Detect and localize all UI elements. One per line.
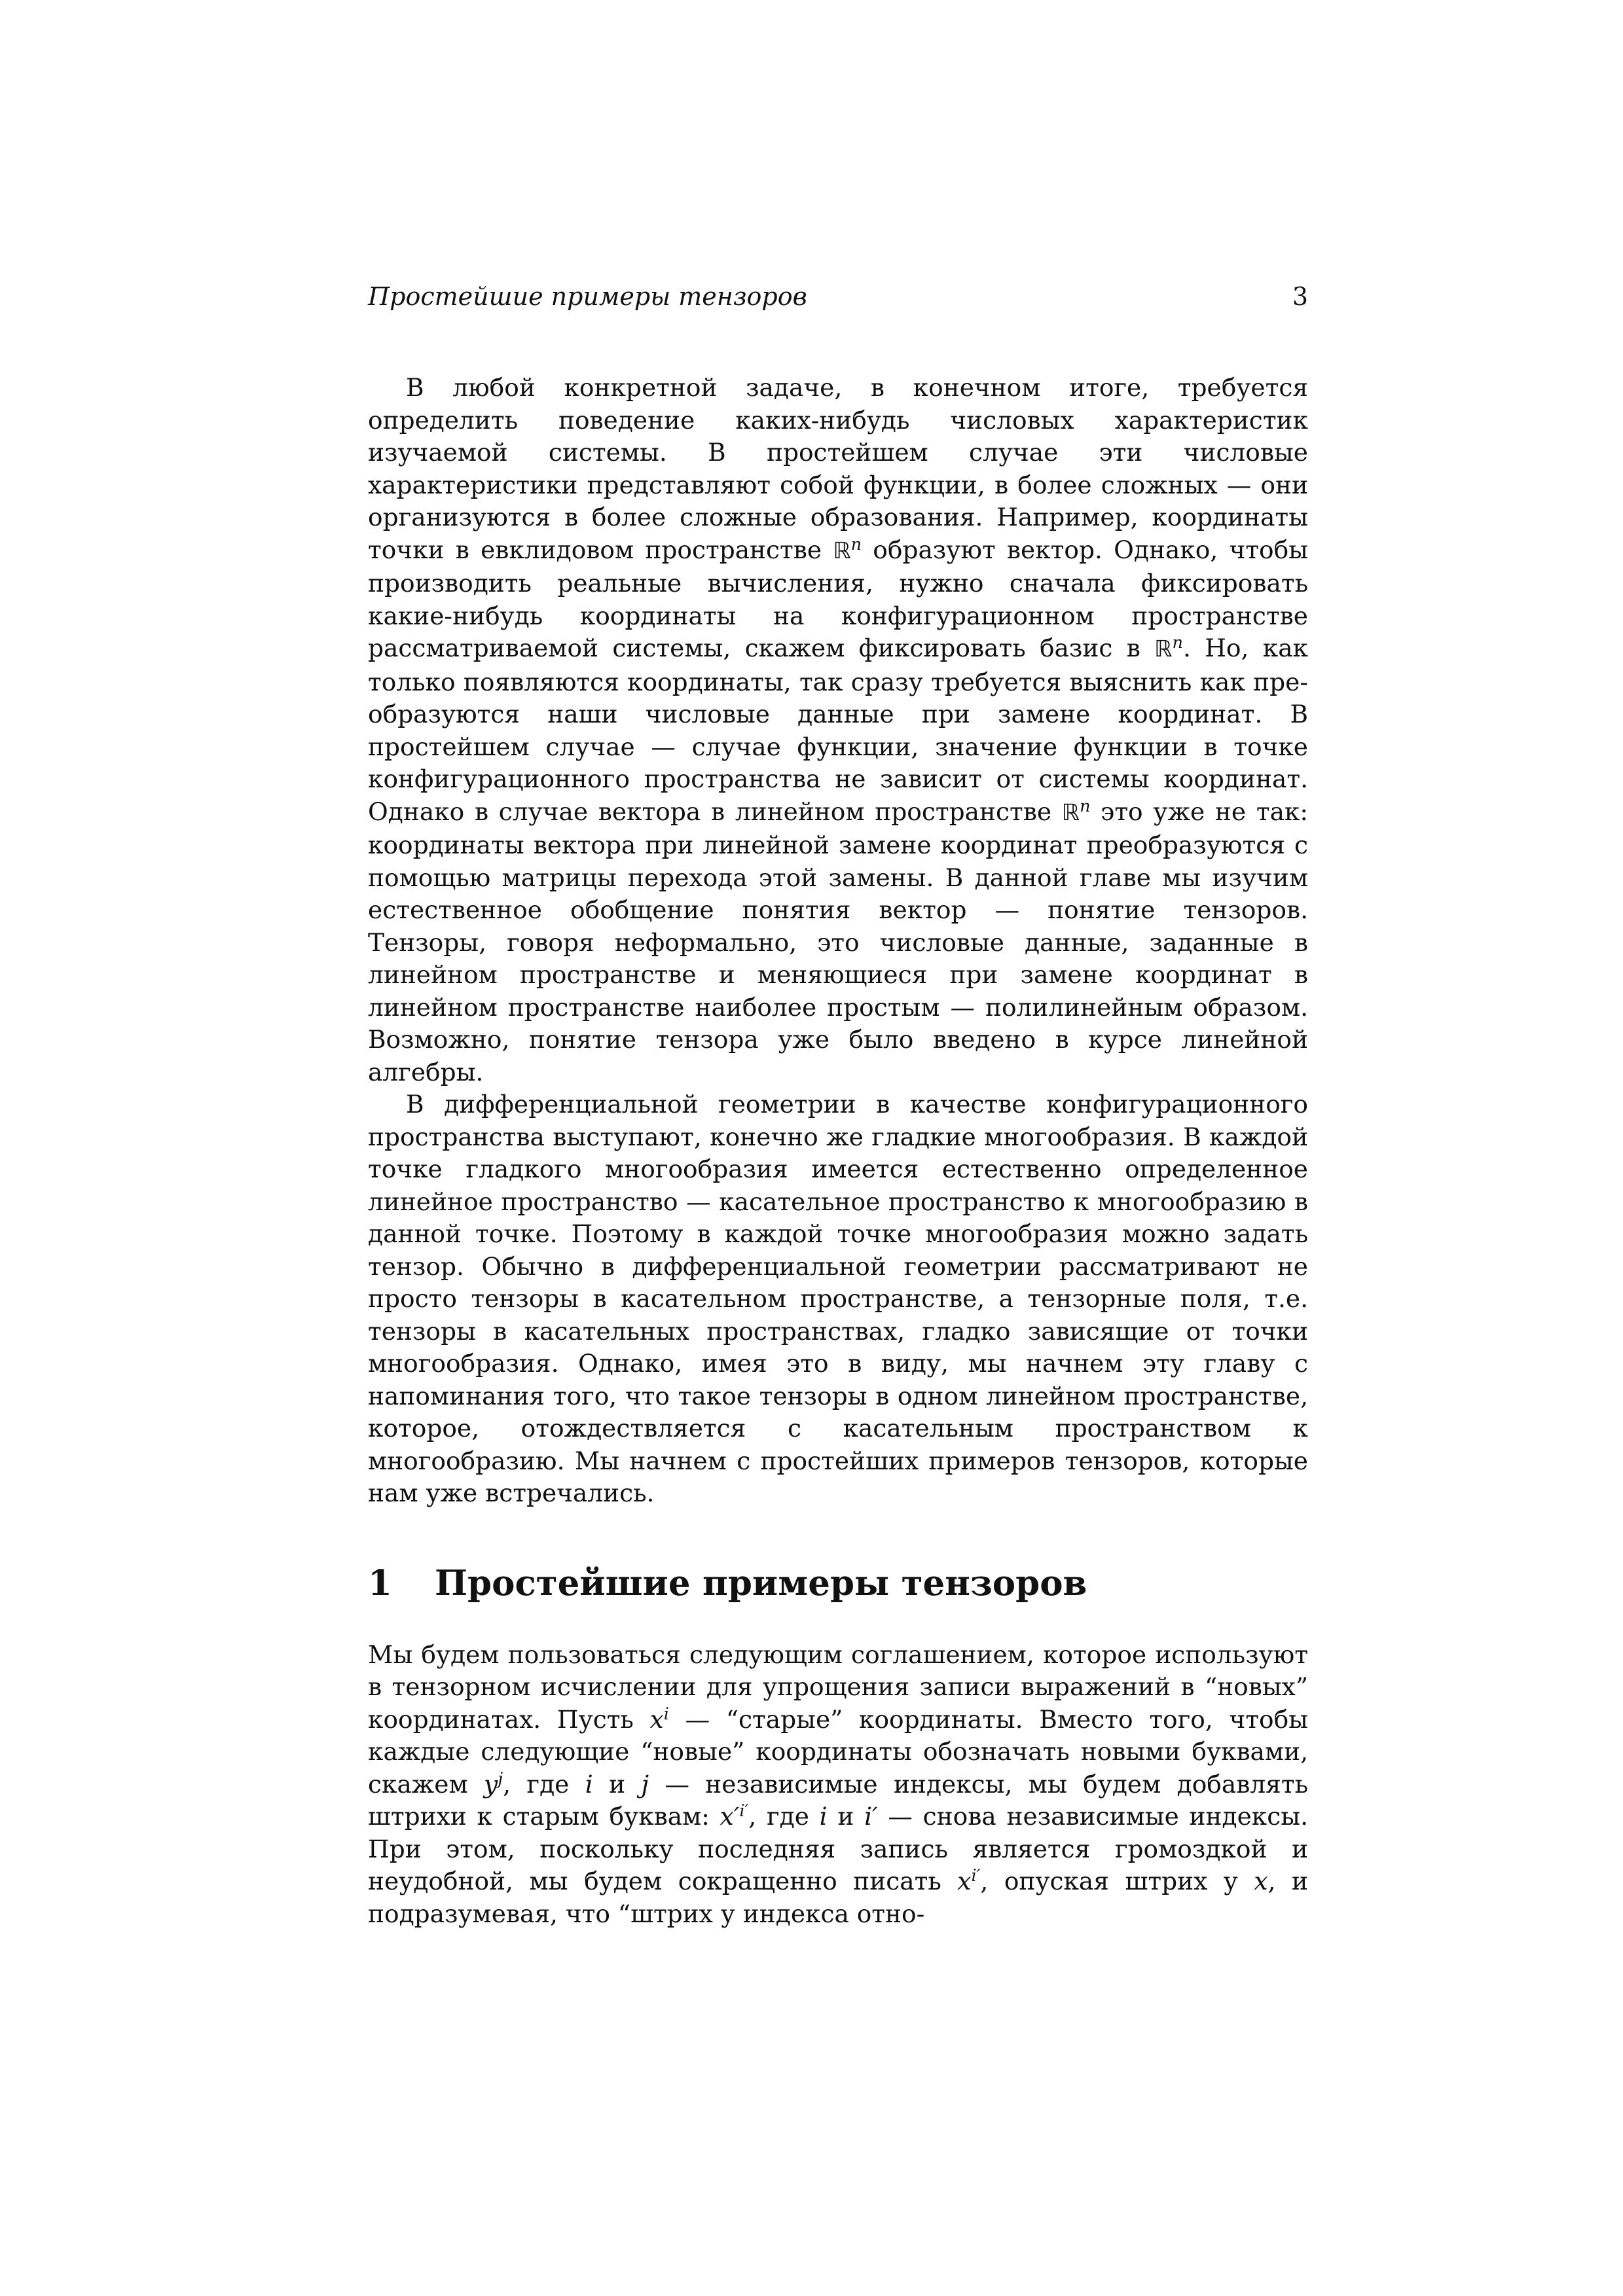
text-run: Мы будем пользоваться следующим соглашением, которое используют в тензорном исчислении для упрощения записи выражений в “новых” координатах. Пусть [368, 1640, 1308, 1734]
running-header [368, 278, 1308, 315]
text-run: , и подразумевая, что “штрих у индекса отно- [368, 1867, 1308, 1928]
section-number: 1 [368, 1562, 392, 1604]
superscript-n: n [850, 534, 862, 554]
math-y: y [484, 1769, 498, 1799]
math-x-prime: x′ [720, 1802, 740, 1831]
text-run: , где [503, 1769, 585, 1799]
text-run: — снова независимые индексы. При этом, поскольку последняя запись является громоздкой и неудобной, мы будем сокращенно писать [368, 1802, 1308, 1895]
math-j: j [641, 1769, 649, 1799]
text-run: и [593, 1769, 642, 1799]
text-run: — независимые индексы, мы будем добавлять штрихи к старым буквам: [368, 1769, 1308, 1831]
superscript-n: n [1080, 796, 1091, 816]
math-i-prime: i′ [864, 1802, 878, 1831]
text-run: . Но, как только появляются координаты, так сразу требуется выяснить как преобразуются наши числовые данные при замене координат. В простейшем случае — случае функции, значение функции в точке конфигурационного пространства не зависит от системы координат. Однако в случае вектора в линейном пространстве [368, 634, 1308, 826]
text-run: — “старые” координаты. Вместо того, чтобы каждые следующие “новые” координаты обозначать новыми буквами, скажем [368, 1704, 1308, 1799]
intro-paragraph-2: В дифференциальной геометрии в качестве конфигурационного пространства выступают, конечно же гладкие многообразия. В каждой точке гладкого многообразия имеется естественно определенное линейное пространство — касательное пространство к многообразию в данной точке. Поэтому в каждой точке многообразия можно задать тензор. Обычно в дифференциальной геометрии рассматривают не просто тензоры в касательном пространстве, а тензорные поля, т.е. тензоры в касательных пространствах, гладко зависящие от точки многообразия. Однако, имея это в виду, мы начнем эту главу с напоминания того, что такое тензоры в одном линейном пространстве, которое, отождествляется с касательным пространством к многообразию. Мы начнем с простейших примеров тензоров, которые нам уже встречались. [368, 1090, 1308, 1507]
math-x: x [957, 1867, 972, 1895]
superscript-j: j [498, 1768, 503, 1789]
running-title: Простейшие примеры тензоров [368, 282, 807, 311]
real-numbers-symbol: ℝ [1061, 799, 1080, 826]
text-run: и [827, 1802, 865, 1831]
section-heading [368, 1560, 1308, 1606]
text-run: , опуская штрих у [980, 1867, 1254, 1895]
text-run: , где [748, 1802, 820, 1831]
superscript-i: i [663, 1704, 669, 1724]
superscript-n: n [1172, 632, 1183, 653]
math-x: x [1254, 1867, 1268, 1895]
text-run: В любой конкретной задаче, в конечном итоге, требуется определить поведение каких-нибудь числовых характеристик изучаемой системы. В простейшем случае эти числовые характеристики представляют собой функции, в более сложных — они организуются в более сложные образования. Например, координаты точки в евклидовом пространстве [368, 373, 1308, 564]
page-number: 3 [1292, 282, 1308, 311]
superscript-i-prime: i′ [739, 1801, 749, 1821]
section-title: Простейшие примеры тензоров [435, 1562, 1087, 1604]
text-body [368, 372, 1308, 1930]
superscript-i-prime: i′ [971, 1865, 981, 1886]
text-run: это уже не так: координаты вектора при линейной замене координат преобразуются с помощью матрицы перехода этой замены. В данной главе мы изучим естественное обобщение понятия вектор — понятие тензоров. Тензоры, говоря неформально, это числовые данные, заданные в линейном пространстве и меняющиеся при замене координат в линейном пространстве наиболее простым — полилинейным образом. Возможно, понятие тензора уже было введено в курсе линейной алгебры. [368, 797, 1308, 1086]
text-run: образуют вектор. Однако, чтобы производить реальные вычисления, нужно сначала фиксировать какие-нибудь координаты на конфигурационном пространстве рассматриваемой системы, скажем фиксировать базис в [368, 535, 1308, 662]
real-numbers-symbol: ℝ [1154, 636, 1173, 662]
section-paragraph-1 [368, 1639, 1308, 1931]
math-x: x [649, 1704, 664, 1734]
math-i: i [819, 1802, 828, 1831]
intro-paragraph-1 [368, 372, 1308, 1088]
real-numbers-symbol: ℝ [833, 537, 851, 564]
math-i: i [585, 1769, 593, 1799]
